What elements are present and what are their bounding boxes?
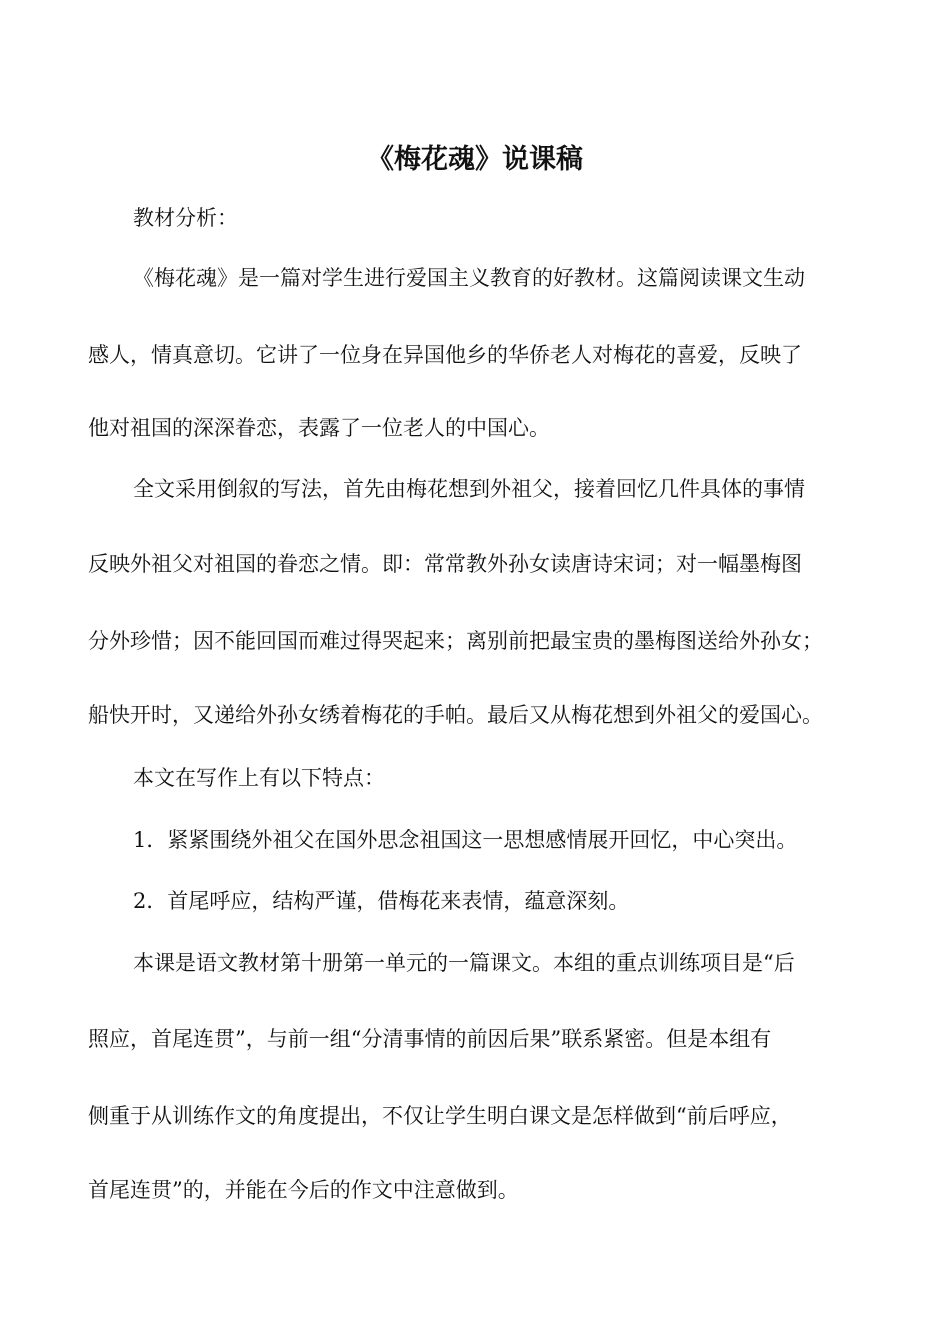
paragraph2-line2: 反映外祖父对祖国的眷恋之情。即：常常教外孙女读唐诗宋词；对一幅墨梅图 — [88, 552, 802, 576]
feature-item-1: 1．紧紧围绕外祖父在国外思念祖国这一思想感情展开回忆，中心突出。 — [133, 828, 798, 852]
features-intro: 本文在写作上有以下特点： — [133, 766, 385, 790]
paragraph1-line2: 感人，情真意切。它讲了一位身在异国他乡的华侨老人对梅花的喜爱，反映了 — [88, 343, 802, 367]
paragraph2-line3: 分外珍惜；因不能回国而难过得哭起来；离别前把最宝贵的墨梅图送给外孙女； — [88, 629, 823, 653]
paragraph3-line3: 侧重于从训练作文的角度提出，不仅让学生明白课文是怎样做到“前后呼应， — [88, 1104, 792, 1128]
section-heading: 教材分析： — [133, 206, 238, 230]
paragraph1-line3: 他对祖国的深深眷恋，表露了一位老人的中国心。 — [88, 416, 550, 440]
paragraph3-line4: 首尾连贯”的，并能在今后的作文中注意做到。 — [88, 1178, 519, 1202]
feature-item-2: 2．首尾呼应，结构严谨，借梅花来表情，蕴意深刻。 — [133, 889, 630, 913]
paragraph1-line1: 《梅花魂》是一篇对学生进行爱国主义教育的好教材。这篇阅读课文生动 — [133, 266, 805, 290]
paragraph2-line4: 船快开时，又递给外孙女绣着梅花的手帕。最后又从梅花想到外祖父的爱国心。 — [88, 703, 823, 727]
paragraph3-line1: 本课是语文教材第十册第一单元的一篇课文。本组的重点训练项目是“后 — [133, 951, 795, 975]
paragraph3-line2: 照应，首尾连贯”，与前一组“分清事情的前因后果”联系紧密。但是本组有 — [88, 1027, 772, 1051]
page-title: 《梅花魂》说课稿 — [367, 144, 583, 175]
paragraph2-line1: 全文采用倒叙的写法，首先由梅花想到外祖父，接着回忆几件具体的事情 — [133, 477, 805, 501]
